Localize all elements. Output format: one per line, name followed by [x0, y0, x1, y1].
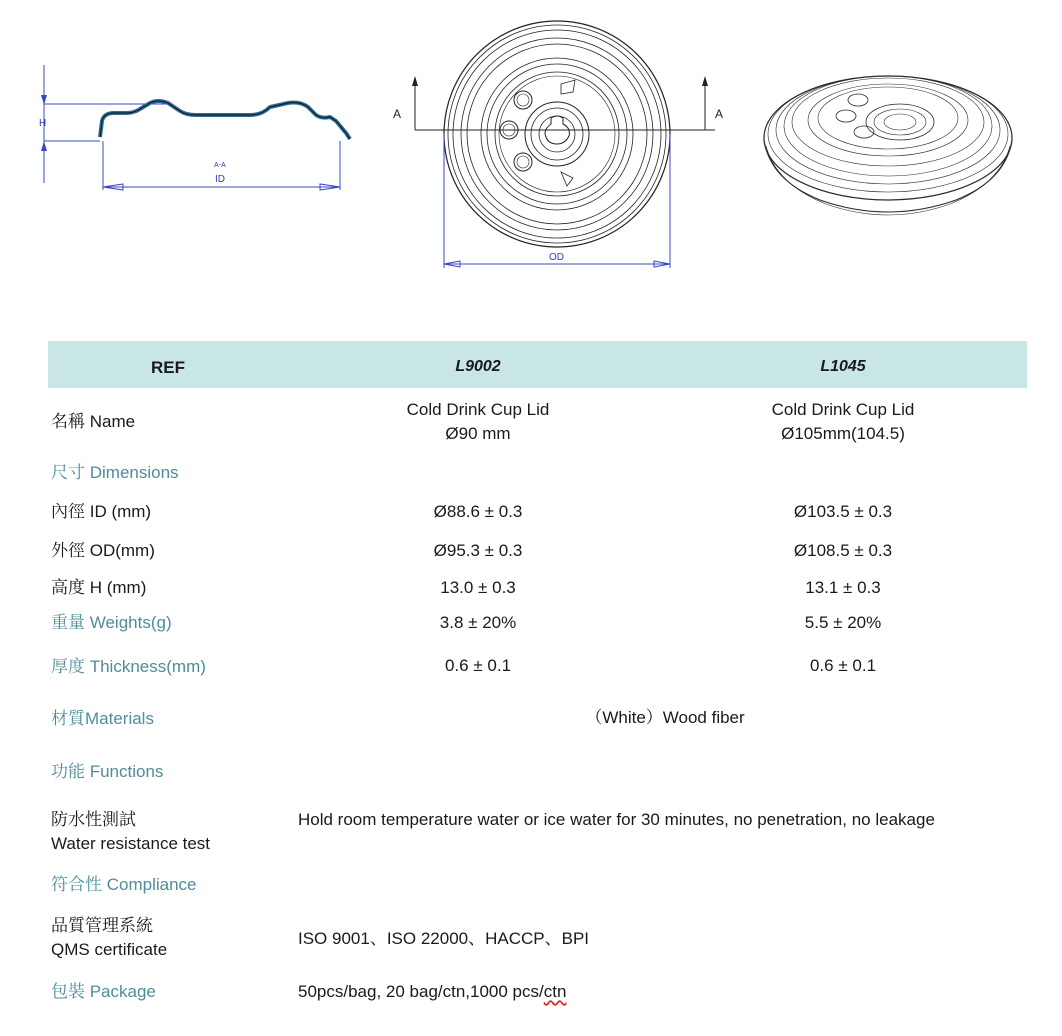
water-test-label-en: Water resistance test [51, 834, 211, 853]
id-l1045: Ø103.5 ± 0.3 [793, 502, 893, 521]
water-test-value: Hold room temperature water or ice water for 30 minutes, no penetration, no leakage [298, 810, 935, 829]
id-l9002: Ø88.6 ± 0.3 [433, 502, 523, 521]
h-label: H [39, 118, 47, 129]
height-l9002: 13.0 ± 0.3 [440, 578, 516, 597]
water-test-label-zh: 防水性測試 [51, 810, 136, 829]
od-l9002: Ø95.3 ± 0.3 [433, 541, 523, 560]
qms-label-zh: 品質管理系統 [51, 916, 153, 935]
functions-heading: 功能 Functions [51, 762, 164, 781]
section-a-left: A [393, 107, 402, 121]
package-value [298, 980, 566, 1004]
height-row-label: 高度 H (mm) [51, 578, 147, 597]
water-test-label [51, 808, 210, 856]
weight-l9002: 3.8 ± 20% [439, 613, 517, 632]
top-view-drawing [385, 10, 735, 275]
name-l1045-line1: Cold Drink Cup Lid [771, 400, 915, 419]
thickness-row-label: 厚度 Thickness(mm) [51, 657, 206, 676]
materials-value: （White）Wood fiber [585, 708, 745, 727]
qms-value: ISO 9001、ISO 22000、HACCP、BPI [298, 929, 590, 948]
id-label: ID [215, 174, 225, 185]
name-l9002-line1: Cold Drink Cup Lid [406, 400, 550, 419]
height-l1045: 13.1 ± 0.3 [805, 578, 881, 597]
header-model-l9002: L9002 [455, 358, 501, 375]
header-ref: REF [151, 358, 185, 377]
thickness-l9002: 0.6 ± 0.1 [444, 656, 512, 675]
table-header-band [48, 341, 1027, 388]
od-row-label: 外徑 OD(mm) [51, 541, 155, 560]
id-row-label: 內徑 ID (mm) [51, 502, 152, 521]
qms-label [51, 914, 167, 962]
materials-label: 材質Materials [51, 709, 154, 728]
perspective-view-drawing [760, 60, 1015, 230]
weight-l1045: 5.5 ± 20% [804, 613, 882, 632]
thickness-l1045: 0.6 ± 0.1 [809, 656, 877, 675]
package-label: 包裝 Package [51, 982, 156, 1001]
compliance-heading: 符合性 Compliance [51, 875, 197, 894]
dimensions-heading: 尺寸 Dimensions [51, 463, 179, 482]
section-label: A-A [214, 162, 226, 169]
name-label: 名稱 Name [51, 412, 136, 431]
qms-label-en: QMS certificate [51, 940, 168, 959]
name-l1045-line2: Ø105mm(104.5) [781, 424, 905, 443]
header-model-l1045: L1045 [820, 358, 866, 375]
package-value-main: 50pcs/bag, 20 bag/ctn,1000 pcs/ [298, 982, 544, 1001]
weight-row-label: 重量 Weights(g) [51, 613, 172, 632]
od-label: OD [549, 252, 564, 263]
name-l9002-line2: Ø90 mm [445, 424, 511, 443]
name-l1045 [772, 398, 915, 446]
od-l1045: Ø108.5 ± 0.3 [793, 541, 893, 560]
package-value-tail: ctn [543, 982, 567, 1001]
cross-section-drawing [30, 55, 360, 205]
section-a-right: A [715, 107, 724, 121]
name-l9002 [407, 398, 550, 446]
